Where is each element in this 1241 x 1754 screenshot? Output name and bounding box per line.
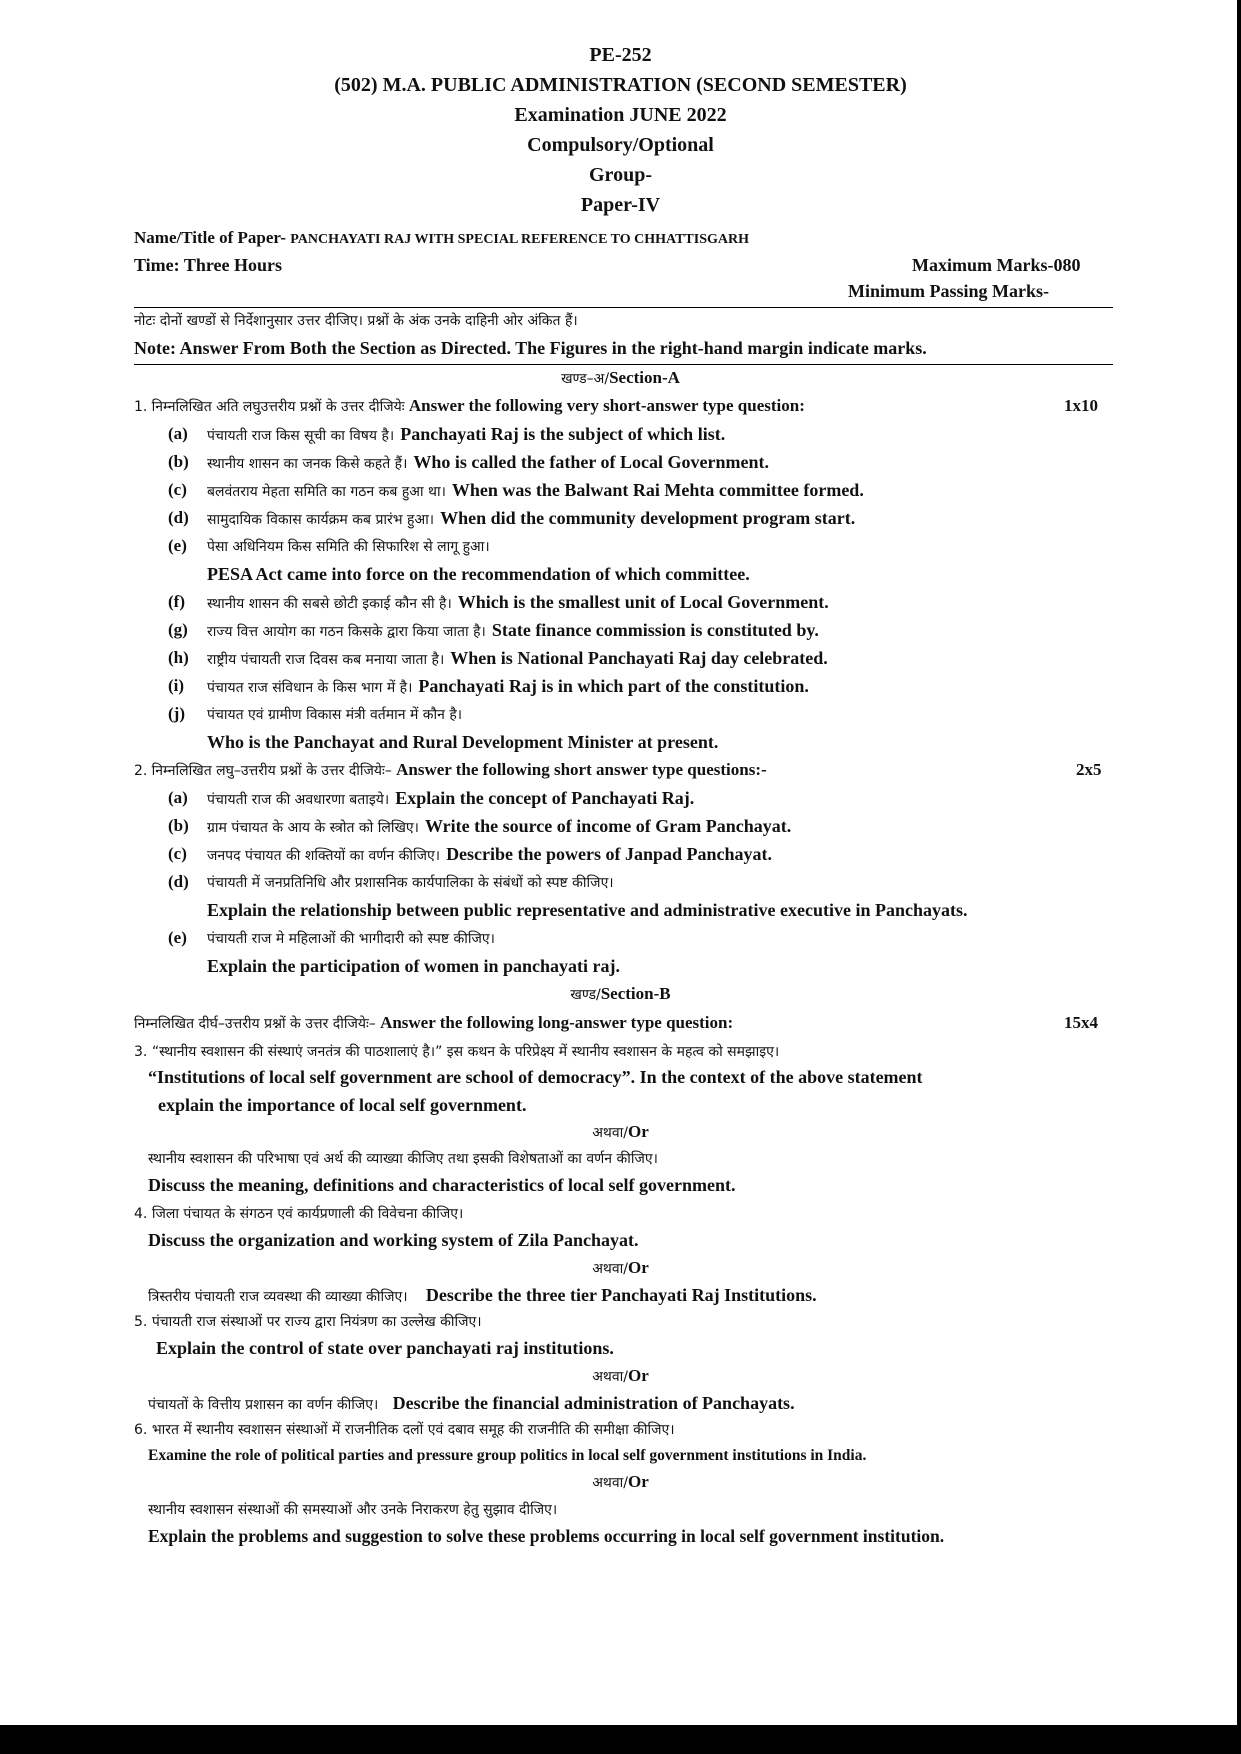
subquestion-label: (h) bbox=[168, 648, 189, 667]
paper-name-row bbox=[134, 228, 749, 248]
question-2-marks: 2x5 bbox=[1076, 760, 1102, 779]
paper-name-label: Name/Title of Paper- bbox=[134, 228, 287, 247]
subquestion-english: Panchayati Raj is the subject of which list. bbox=[400, 424, 726, 444]
subquestion-label: (i) bbox=[168, 676, 185, 695]
subquestion-hindi: पेसा अधिनियम किस समिति की सिफारिश से लागू हुआ। bbox=[207, 539, 490, 555]
question-3-alt-hindi: स्थानीय स्वशासन की परिभाषा एवं अर्थ की व्याख्या कीजिए तथा इसकी विशेषताओं का वर्णन कीजिए। bbox=[148, 1151, 658, 1167]
question-6-english: Examine the role of political parties and pressure group politics in local self government institutions in India. bbox=[148, 1447, 867, 1464]
subquestion-text bbox=[207, 648, 828, 669]
subquestion-hindi: सामुदायिक विकास कार्यक्रम कब प्रारंभ हुआ। bbox=[207, 512, 435, 528]
question-2: 2. निम्नलिखित लघु–उत्तरीय प्रश्नों के उत्तर दीजियेः– Answer the following short answer type questions:- bbox=[134, 760, 767, 779]
subquestion-text bbox=[207, 480, 864, 501]
subquestion-text bbox=[207, 844, 772, 865]
minimum-passing-marks: Minimum Passing Marks- bbox=[848, 281, 1050, 301]
subquestion-english: When did the community development program start. bbox=[440, 508, 856, 528]
question-6-alt-hindi: स्थानीय स्वशासन संस्थाओं की समस्याओं और उनके निराकरण हेतु सुझाव दीजिए। bbox=[148, 1502, 558, 1518]
question-5-or: अथवा/Or bbox=[592, 1366, 649, 1385]
section-a-heading: खण्ड–अ/Section-A bbox=[561, 368, 680, 387]
scan-edge-right bbox=[1237, 0, 1241, 1754]
question-4-alt: त्रिस्तरीय पंचायती राज व्यवस्था की व्याख्या कीजिए। Describe the three tier Panchayati Raj Institutions. bbox=[148, 1285, 817, 1305]
subquestion-hindi: बलवंतराय मेहता समिति का गठन कब हुआ था। bbox=[207, 484, 446, 500]
subquestion-label: (b) bbox=[168, 816, 189, 835]
question-5-alt: पंचायतों के वित्तीय प्रशासन का वर्णन कीजिए। Describe the financial administration of Panchayats. bbox=[148, 1393, 795, 1413]
subquestion-hindi: स्थानीय शासन की सबसे छोटी इकाई कौन सी है। bbox=[207, 596, 452, 612]
subquestion-english: When was the Balwant Rai Mehta committee formed. bbox=[451, 480, 864, 500]
paper-type: Compulsory/Optional bbox=[527, 134, 714, 156]
subquestion-text bbox=[207, 592, 829, 613]
question-3-hindi: 3. “स्थानीय स्वशासन की संस्थाएं जनतंत्र की पाठशालाएं है।” इस कथन के परिप्रेक्ष्य में स्थानीय स्वशासन के महत्व को समझाइए। bbox=[134, 1044, 780, 1060]
subquestion-label: (c) bbox=[168, 480, 187, 499]
question-1-marks: 1x10 bbox=[1064, 396, 1098, 415]
subquestion-english: State finance commission is constituted by. bbox=[491, 620, 819, 640]
note-english: Note: Answer From Both the Section as Directed. The Figures in the right-hand margin indicate marks. bbox=[134, 338, 927, 358]
subquestion-english: When is National Panchayati Raj day celebrated. bbox=[450, 648, 828, 668]
subquestion-hindi: राष्ट्रीय पंचायती राज दिवस कब मनाया जाता है। bbox=[207, 652, 445, 668]
section-b-marks: 15x4 bbox=[1064, 1013, 1098, 1032]
note-divider bbox=[134, 364, 1113, 365]
subquestion-hindi: पंचायती राज की अवधारणा बताइये। bbox=[207, 792, 390, 808]
subquestion-english: Who is called the father of Local Government. bbox=[413, 452, 769, 472]
question-6-hindi: 6. भारत में स्थानीय स्वशासन संस्थाओं में राजनीतिक दलों एवं दबाव समूह की राजनीति की समीक्षा कीजिए। bbox=[134, 1422, 675, 1438]
header-divider bbox=[134, 307, 1113, 308]
subquestion-hindi: पंचायती में जनप्रतिनिधि और प्रशासनिक कार्यपालिका के संबंधों को स्पष्ट कीजिए। bbox=[207, 875, 614, 891]
course-title: (502) M.A. PUBLIC ADMINISTRATION (SECOND SEMESTER) bbox=[334, 74, 907, 96]
subquestion-label: (e) bbox=[168, 928, 187, 947]
subquestion-text bbox=[207, 620, 819, 641]
subquestion-hindi: राज्य वित्त आयोग का गठन किसके द्वारा किया जाता है। bbox=[207, 624, 486, 640]
paper-group: Group- bbox=[589, 164, 652, 186]
question-3-alt-english: Discuss the meaning, definitions and characteristics of local self government. bbox=[148, 1175, 736, 1195]
subquestion-english: Panchayati Raj is in which part of the constitution. bbox=[418, 676, 809, 696]
subquestion-label: (e) bbox=[168, 536, 187, 555]
subquestion-english: Explain the participation of women in panchayati raj. bbox=[207, 956, 621, 976]
subquestion-text bbox=[207, 676, 809, 697]
subquestion-hindi: पंचायत एवं ग्रामीण विकास मंत्री वर्तमान में कौन है। bbox=[207, 707, 463, 723]
subquestion-english: Describe the powers of Janpad Panchayat. bbox=[446, 844, 773, 864]
subquestion-text bbox=[207, 816, 791, 837]
subquestion-label: (c) bbox=[168, 844, 187, 863]
subquestion-english: Explain the relationship between public representative and administrative executive in Panchayats. bbox=[207, 900, 968, 920]
question-4-hindi: 4. जिला पंचायत के संगठन एवं कार्यप्रणाली की विवेचना कीजिए। bbox=[134, 1206, 464, 1222]
subquestion-hindi: पंचायत राज संविधान के किस भाग में है। bbox=[207, 680, 413, 696]
subquestion-label: (j) bbox=[168, 704, 185, 723]
paper-code: PE-252 bbox=[589, 44, 652, 66]
maximum-marks: Maximum Marks-080 bbox=[912, 255, 1081, 275]
subquestion-english: Who is the Panchayat and Rural Development Minister at present. bbox=[207, 732, 719, 752]
question-6-alt-english: Explain the problems and suggestion to solve these problems occurring in local self government institution. bbox=[148, 1526, 945, 1546]
subquestion-label: (d) bbox=[168, 872, 189, 891]
subquestion-text bbox=[207, 452, 769, 473]
note-hindi: नोटः दोनों खण्डों से निर्देशानुसार उत्तर दीजिए। प्रश्नों के अंक उनके दाहिनी ओर अंकित हैं। bbox=[134, 313, 578, 329]
subquestion-english: PESA Act came into force on the recommendation of which committee. bbox=[207, 564, 750, 584]
subquestion-label: (f) bbox=[168, 592, 185, 611]
question-3-english-line1: “Institutions of local self government are school of democracy”. In the context of the above statement bbox=[148, 1067, 923, 1087]
subquestion-english: Write the source of income of Gram Panchayat. bbox=[424, 816, 792, 836]
subquestion-text bbox=[207, 508, 855, 529]
question-3-english-line2: explain the importance of local self government. bbox=[158, 1095, 527, 1115]
subquestion-label: (d) bbox=[168, 508, 189, 527]
exam-session: Examination JUNE 2022 bbox=[514, 104, 727, 126]
question-5-hindi: 5. पंचायती राज संस्थाओं पर राज्य द्वारा नियंत्रण का उल्लेख कीजिए। bbox=[134, 1314, 482, 1330]
question-4-english: Discuss the organization and working system of Zila Panchayat. bbox=[148, 1230, 639, 1250]
paper-name-value: PANCHAYATI RAJ WITH SPECIAL REFERENCE TO CHHATTISGARH bbox=[290, 232, 749, 247]
question-6-or: अथवा/Or bbox=[592, 1472, 649, 1491]
question-4-or: अथवा/Or bbox=[592, 1258, 649, 1277]
subquestion-hindi: जनपद पंचायत की शक्तियों का वर्णन कीजिए। bbox=[207, 848, 441, 864]
section-b-heading: खण्ड/Section-B bbox=[570, 984, 671, 1003]
subquestion-english: Explain the concept of Panchayati Raj. bbox=[395, 788, 695, 808]
subquestion-label: (a) bbox=[168, 424, 188, 443]
time-allowed: Time: Three Hours bbox=[134, 255, 282, 275]
subquestion-text bbox=[207, 424, 725, 445]
subquestion-label: (a) bbox=[168, 788, 188, 807]
scan-edge-bottom bbox=[0, 1725, 1241, 1754]
subquestion-hindi: पंचायती राज मे महिलाओं की भागीदारी को स्पष्ट कीजिए। bbox=[207, 931, 495, 947]
subquestion-hindi: स्थानीय शासन का जनक किसे कहते हैं। bbox=[207, 456, 408, 472]
question-5-english: Explain the control of state over panchayati raj institutions. bbox=[156, 1338, 614, 1358]
paper-number: Paper-IV bbox=[580, 194, 661, 216]
question-3-or: अथवा/Or bbox=[592, 1122, 649, 1141]
subquestion-hindi: ग्राम पंचायत के आय के स्त्रोत को लिखिए। bbox=[207, 820, 419, 836]
subquestion-english: Which is the smallest unit of Local Government. bbox=[457, 592, 829, 612]
subquestion-label: (g) bbox=[168, 620, 188, 639]
question-1: 1. निम्नलिखित अति लघुउत्तरीय प्रश्नों के उत्तर दीजियेः Answer the following very short-answer type question: bbox=[134, 396, 805, 415]
section-b-instruction: निम्नलिखित दीर्घ–उत्तरीय प्रश्नों के उत्तर दीजियेः– Answer the following long-answer type question: bbox=[134, 1013, 734, 1032]
subquestion-hindi: पंचायती राज किस सूची का विषय है। bbox=[207, 428, 395, 444]
subquestion-label: (b) bbox=[168, 452, 189, 471]
subquestion-text bbox=[207, 788, 694, 809]
